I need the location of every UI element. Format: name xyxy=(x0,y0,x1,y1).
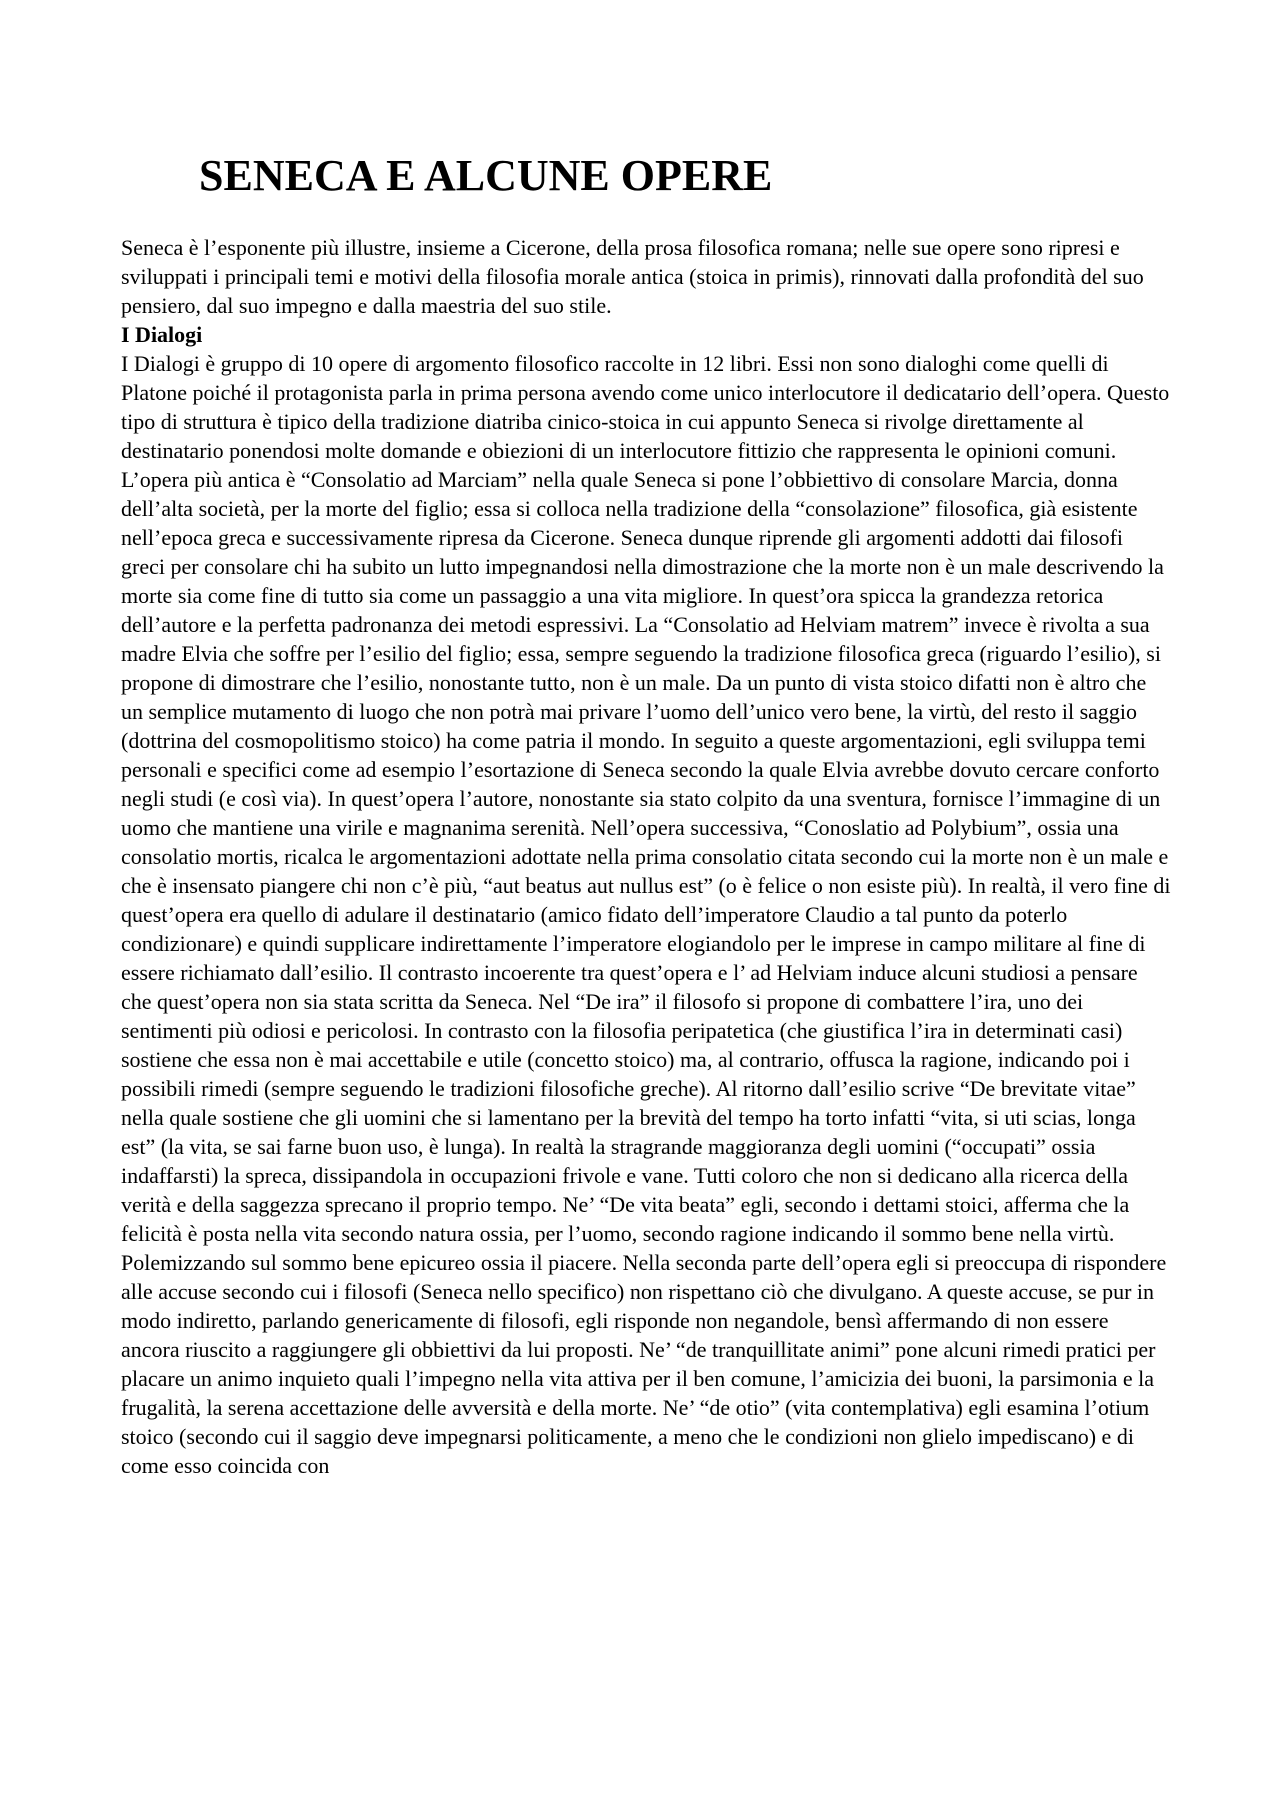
intro-paragraph: Seneca è l’esponente più illustre, insieme a Cicerone, della prosa filosofica romana; nelle sue opere sono ripresi e sviluppati i principali temi e motivi della filosofia morale antica (stoica in primis), rinnovati dalla profondità del suo pensiero, dal suo impegno e dalla maestria del suo stile. xyxy=(121,235,1144,318)
document-title: SENECA E ALCUNE OPERE xyxy=(199,151,773,200)
document-body xyxy=(121,233,1171,1480)
dialogi-paragraph: I Dialogi è gruppo di 10 opere di argomento filosofico raccolte in 12 libri. Essi non sono dialoghi come quelli di Platone poiché il protagonista parla in prima persona avendo come unico interlocutore il dedicatario dell’opera. Questo tipo di struttura è tipico della tradizione diatriba cinico-stoica in cui appunto Seneca si rivolge direttamente al destinatario ponendosi molte domande e obiezioni di un interlocutore fittizio che rappresenta le opinioni comuni. L’opera più antica è “Consolatio ad Marciam” nella quale Seneca si pone l’obbiettivo di consolare Marcia, donna dell’alta società, per la morte del figlio; essa si colloca nella tradizione della “consolazione” filosofica, già esistente nell’epoca greca e successivamente ripresa da Cicerone. Seneca dunque riprende gli argomenti addotti dai filosofi greci per consolare chi ha subito un lutto impegnandosi nella dimostrazione che la morte non è un male descrivendo la morte sia come fine di tutto sia come un passaggio a una vita migliore. In quest’ora spicca la grandezza retorica dell’autore e la perfetta padronanza dei metodi espressivi. La “Consolatio ad Helviam matrem” invece è rivolta a sua madre Elvia che soffre per l’esilio del figlio; essa, sempre seguendo la tradizione filosofica greca (riguardo l’esilio), si propone di dimostrare che l’esilio, nonostante tutto, non è un male. Da un punto di vista stoico difatti non è altro che un semplice mutamento di luogo che non potrà mai privare l’uomo dell’unico vero bene, la virtù, del resto il saggio (dottrina del cosmopolitismo stoico) ha come patria il mondo. In seguito a queste argomentazioni, egli sviluppa temi personali e specifici come ad esempio l’esortazione di Seneca secondo la quale Elvia avrebbe dovuto cercare conforto negli studi (e così via). In quest’opera l’autore, nonostante sia stato colpito da una sventura, fornisce l’immagine di un uomo che mantiene una virile e magnanima serenità. Nell’opera successiva, “Conoslatio ad Polybium”, ossia una consolatio mortis, ricalca le argomentazioni adottate nella prima consolatio citata secondo cui la morte non è un male e che è insensato piangere chi non c’è più, “aut beatus aut nullus est” (o è felice o non esiste più). In realtà, il vero fine di quest’opera era quello di adulare il destinatario (amico fidato dell’imperatore Claudio a tal punto da poterlo condizionare) e quindi supplicare indirettamente l’imperatore elogiandolo per le imprese in campo militare al fine di essere richiamato dall’esilio. Il contrasto incoerente tra quest’opera e l’ ad Helviam induce alcuni studiosi a pensare che quest’opera non sia stata scritta da Seneca. Nel “De ira” il filosofo si propone di combattere l’ira, uno dei sentimenti più odiosi e pericolosi. In contrasto con la filosofia peripatetica (che giustifica l’ira in determinati casi) sostiene che essa non è mai accettabile e utile (concetto stoico) ma, al contrario, offusca la ragione, indicando poi i possibili rimedi (sempre seguendo le tradizioni filosofiche greche). Al ritorno dall’esilio scrive “De brevitate vitae” nella quale sostiene che gli uomini che si lamentano per la brevità del tempo ha torto infatti “vita, si uti scias, longa est” (la vita, se sai farne buon uso, è lunga). In realtà la stragrande maggioranza degli uomini (“occupati” ossia indaffarsti) la spreca, dissipandola in occupazioni frivole e vane. Tutti coloro che non si dedicano alla ricerca della verità e della saggezza sprecano il proprio tempo. Ne’ “De vita beata” egli, secondo i dettami stoici, afferma che la felicità è posta nella vita secondo natura ossia, per l’uomo, secondo ragione indicando il sommo bene nella virtù. Polemizzando sul sommo bene epicureo ossia il piacere. Nella seconda parte dell’opera egli si preoccupa di rispondere alle accuse secondo cui i filosofi (Seneca nello specifico) non rispettano ciò che divulgano. A queste accuse, se pur in modo indiretto, parlando genericamente di filosofi, egli risponde non negandole, bensì affermando di non essere ancora riuscito a raggiungere gli obbiettivi da lui proposti. Ne’ “de tranquillitate animi” pone alcuni rimedi pratici per placare un animo inquieto quali l’impegno nella vita attiva per il ben comune, l’amicizia dei buoni, la parsimonia e la frugalità, la serena accettazione delle avversità e della morte. Ne’ “de otio” (vita contemplativa) egli esamina l’otium stoico (secondo cui il saggio deve impegnarsi politicamente, a meno che le condizioni non glielo impediscano) e di come esso coincida con xyxy=(121,351,1171,1478)
section-heading-dialogi: I Dialogi xyxy=(121,322,203,347)
